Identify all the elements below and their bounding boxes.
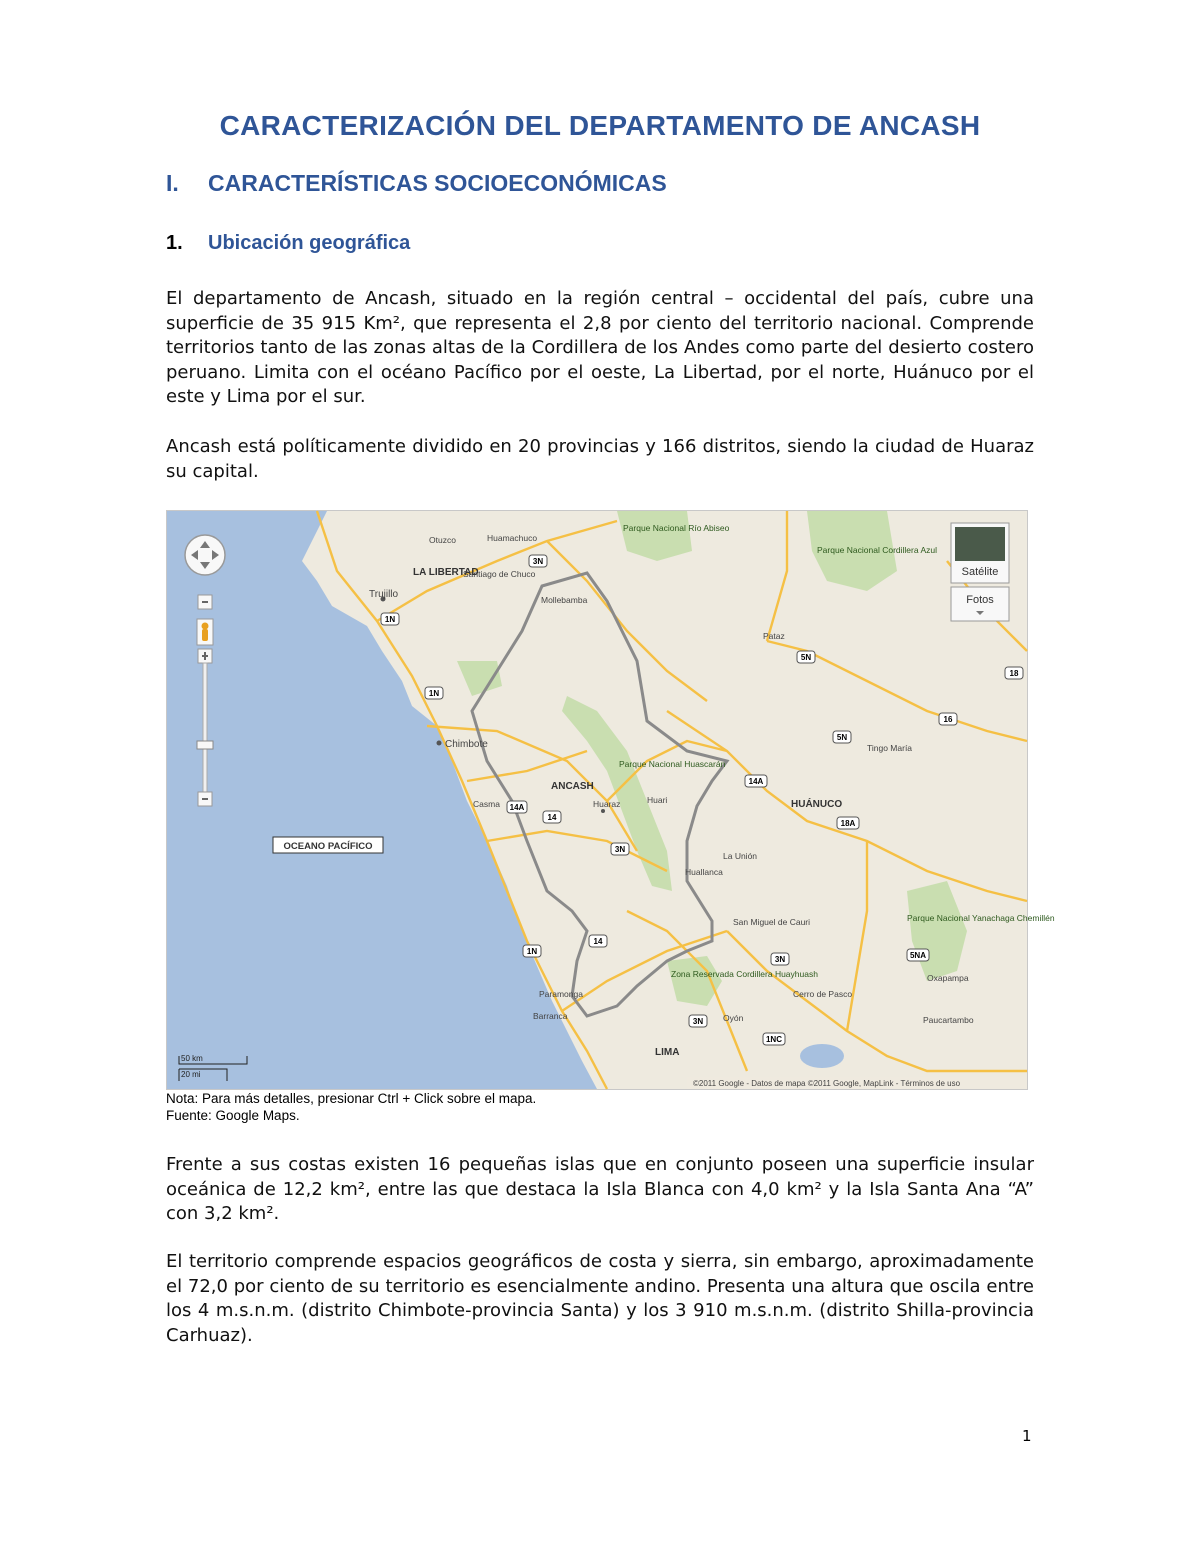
svg-text:14A: 14A [748,777,764,786]
barranca-label: Barranca [533,1011,568,1021]
document-title: CARACTERIZACIÓN DEL DEPARTAMENTO DE ANCASH [219,110,981,141]
svg-text:14: 14 [547,813,557,822]
page-number: 1 [1022,1427,1032,1445]
route-shield-5n-east [833,731,851,743]
svg-text:3N: 3N [532,557,544,566]
route-shield-14a-east [745,775,767,787]
santiago-de-chuco-label: Santiago de Chuco [463,569,536,579]
svg-text:3N: 3N [692,1017,704,1026]
paucartambo-label: Paucartambo [923,1015,974,1025]
scale-km: 50 km [181,1054,203,1063]
route-shield-14-south [589,935,607,947]
huanuco-label: HUÁNUCO [791,799,843,810]
svg-text:1N: 1N [526,947,538,956]
route-shield-1n-south [523,945,541,957]
pegman-icon[interactable] [197,619,213,645]
pataz-label: Pataz [763,631,785,641]
map-caption [166,1090,536,1124]
rio-abiseo-label: Parque Nacional Río Abiseo [623,523,730,533]
huaraz-label: Huaraz [593,799,621,809]
svg-text:1NC: 1NC [765,1035,783,1044]
svg-text:16: 16 [943,715,953,724]
svg-text:14: 14 [593,937,603,946]
subsection-heading [166,232,410,255]
map-type-satellite-label: Satélite [961,566,999,578]
route-shield-1n-mid [425,687,443,699]
svg-text:5NA: 5NA [909,951,927,960]
svg-text:1N: 1N [428,689,440,698]
section-number: I. [166,170,179,196]
svg-text:14A: 14A [509,803,525,812]
otuzco-label: Otuzco [429,535,456,545]
map-type-satellite-button[interactable] [951,523,1009,583]
huari-label: Huari [647,795,668,805]
svg-text:18A: 18A [840,819,856,828]
san-miguel-label: San Miguel de Cauri [733,917,811,927]
paragraph-islands: Frente a sus costas existen 16 pequeñas islas que en conjunto poseen una superficie insular oceánica de 12,2 km², entre las que destaca la Isla Blanca con 4,0 km² y la Isla Santa Ana “A” con 3,2 km². [166,1154,1034,1224]
route-shield-5na [907,949,929,961]
chimbote-label: Chimbote [445,739,488,750]
huallanca-label: Huallanca [685,867,723,877]
route-shield-1n-trujillo [381,613,399,625]
cerro-de-pasco-label: Cerro de Pasco [793,989,853,999]
subsection-label: Ubicación geográfica [208,232,411,254]
cordillera-azul-label: Parque Nacional Cordillera Azul [817,545,938,555]
map-canvas[interactable] [167,511,1055,1089]
svg-text:5N: 5N [836,733,848,742]
svg-text:3N: 3N [774,955,786,964]
oxapampa-label: Oxapampa [927,973,969,983]
route-shield-5n-north [797,651,815,663]
map-image[interactable] [166,510,1055,1090]
map-type-photos-label: Fotos [966,594,994,606]
trujillo-label: Trujillo [369,589,399,600]
route-shield-16 [939,713,957,725]
caption-source: Fuente: Google Maps. [166,1108,300,1123]
paragraph-territory: El territorio comprende espacios geográficos de costa y sierra, sin embargo, aproximadamente el 72,0 por ciento de su territorio es esencialmente andino. Presenta una altura que oscila entre los 4 m.s.n.m. (distrito Chimbote-provincia Santa) y los 3 910 m.s.n.m. (distrito Shilla-provincia Carhuaz). [166,1251,1034,1346]
paragraph-location: El departamento de Ancash, situado en la región central – occidental del país, cubre una superficie de 35 915 Km², que representa el 2,8 por ciento del territorio nacional. Comprende territorios tanto de las zonas altas de la Cordillera de los Andes como parte del desierto costero peruano. Limita con el océano Pacífico por el oeste, La Libertad, por el norte, Huánuco por el este y Lima por el sur. [166,288,1034,407]
tingo-maria-label: Tingo María [867,743,913,753]
route-shield-18 [1005,667,1023,679]
huayhuash-label: Zona Reservada Cordillera Huayhuash [671,969,818,979]
yanachaga-label: Parque Nacional Yanachaga Chemillén [907,913,1055,923]
map-pan-control[interactable] [185,535,225,575]
map-copyright: ©2011 Google - Datos de mapa ©2011 Google, MapLink - Términos de uso [693,1079,961,1088]
route-shield-3n-east [771,953,789,965]
caption-note: Nota: Para más detalles, presionar Ctrl + Click sobre el mapa. [166,1091,537,1106]
map-lake [800,1044,844,1068]
la-union-label: La Unión [723,851,758,861]
paragraph-division: Ancash está políticamente dividido en 20 provincias y 166 distritos, siendo la ciudad de Huaraz su capital. [166,436,1034,482]
scale-mi: 20 mi [181,1070,201,1079]
huascaran-label: Parque Nacional Huascarán [619,759,726,769]
subsection-number: 1. [166,232,183,254]
mollebamba-label: Mollebamba [541,595,588,605]
lima-label: LIMA [655,1047,680,1058]
route-shield-3n-south [611,843,629,855]
ocean-label: OCEANO PACÍFICO [283,841,373,852]
route-shield-3n-north [529,555,547,567]
la-libertad-label: LA LIBERTAD [413,567,479,578]
casma-label: Casma [473,799,500,809]
svg-text:5N: 5N [800,653,812,662]
huamachuco-label: Huamachuco [487,533,538,543]
route-shield-1nc [763,1033,785,1045]
svg-text:18: 18 [1009,669,1019,678]
route-shield-18a [837,817,859,829]
oyon-label: Oyón [723,1013,744,1023]
map-type-photos-button[interactable] [951,587,1009,621]
svg-text:1N: 1N [384,615,396,624]
paramonga-label: Paramonga [539,989,583,999]
route-shield-14a [507,801,527,813]
svg-text:3N: 3N [614,845,626,854]
section-heading [166,170,667,197]
section-label: CARACTERÍSTICAS SOCIOECONÓMICAS [208,170,667,196]
route-shield-3n-lima [689,1015,707,1027]
route-shield-14-casma [543,811,561,823]
ancash-label: ANCASH [551,781,594,792]
